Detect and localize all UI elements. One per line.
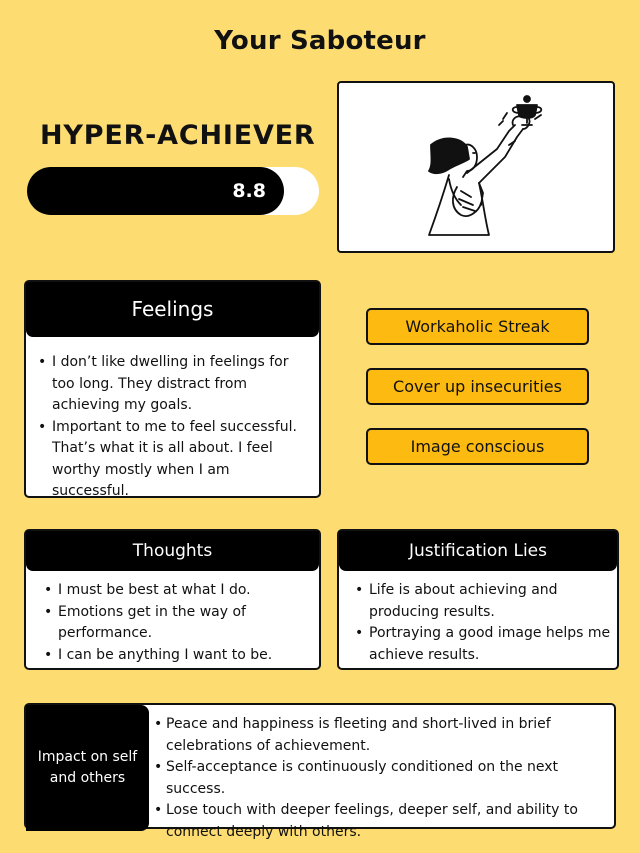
list-item: • Peace and happiness is fleeting and short-lived in brief celebrations of achievement. [152,714,614,757]
thoughts-card [24,529,321,670]
list-item: • I can be anything I want to be. [38,645,311,667]
thoughts-heading: Thoughts [26,531,319,571]
feelings-list [26,337,319,503]
saboteur-name: HYPER-ACHIEVER [40,120,316,151]
impact-card [24,703,616,840]
score-value: 8.8 [232,180,266,202]
list-item: • Life is about achieving and producing results. [349,580,611,623]
page-title: Your Saboteur [214,26,426,56]
trait-cover-up-insecurities: Cover up insecurities [366,368,589,405]
list-item: • Lose touch with deeper feelings, deeper self, and ability to connect deeply with others. [152,800,614,843]
feelings-heading: Feelings [26,282,319,337]
list-item: • Self-acceptance is continuously conditioned on the next success. [152,757,614,800]
woman-raising-trophy-icon [339,83,617,255]
thoughts-list [26,571,319,666]
list-item: • I don’t like dwelling in feelings for too long. They distract from achieving my goals. [32,352,309,417]
trait-image-conscious: Image conscious [366,428,589,465]
list-item: • Important to me to feel successful. That’s what it is all about. I feel worthy mostly when I am successful. [32,417,309,503]
list-item: • I must be best at what I do. [38,580,311,602]
list-item: • Portraying a good image helps me achieve results. [349,623,611,666]
justification-lies-card [337,529,619,670]
justification-lies-heading: Justification Lies [339,531,617,571]
saboteur-illustration [337,81,615,253]
impact-heading: Impact on self and others [26,705,149,831]
justification-lies-list [339,571,617,666]
impact-list [152,714,614,843]
list-item: • Emotions get in the way of performance. [38,602,311,645]
score-bar [27,167,319,215]
score-bar-fill [27,167,284,215]
feelings-card [24,280,321,498]
trait-workaholic-streak: Workaholic Streak [366,308,589,345]
